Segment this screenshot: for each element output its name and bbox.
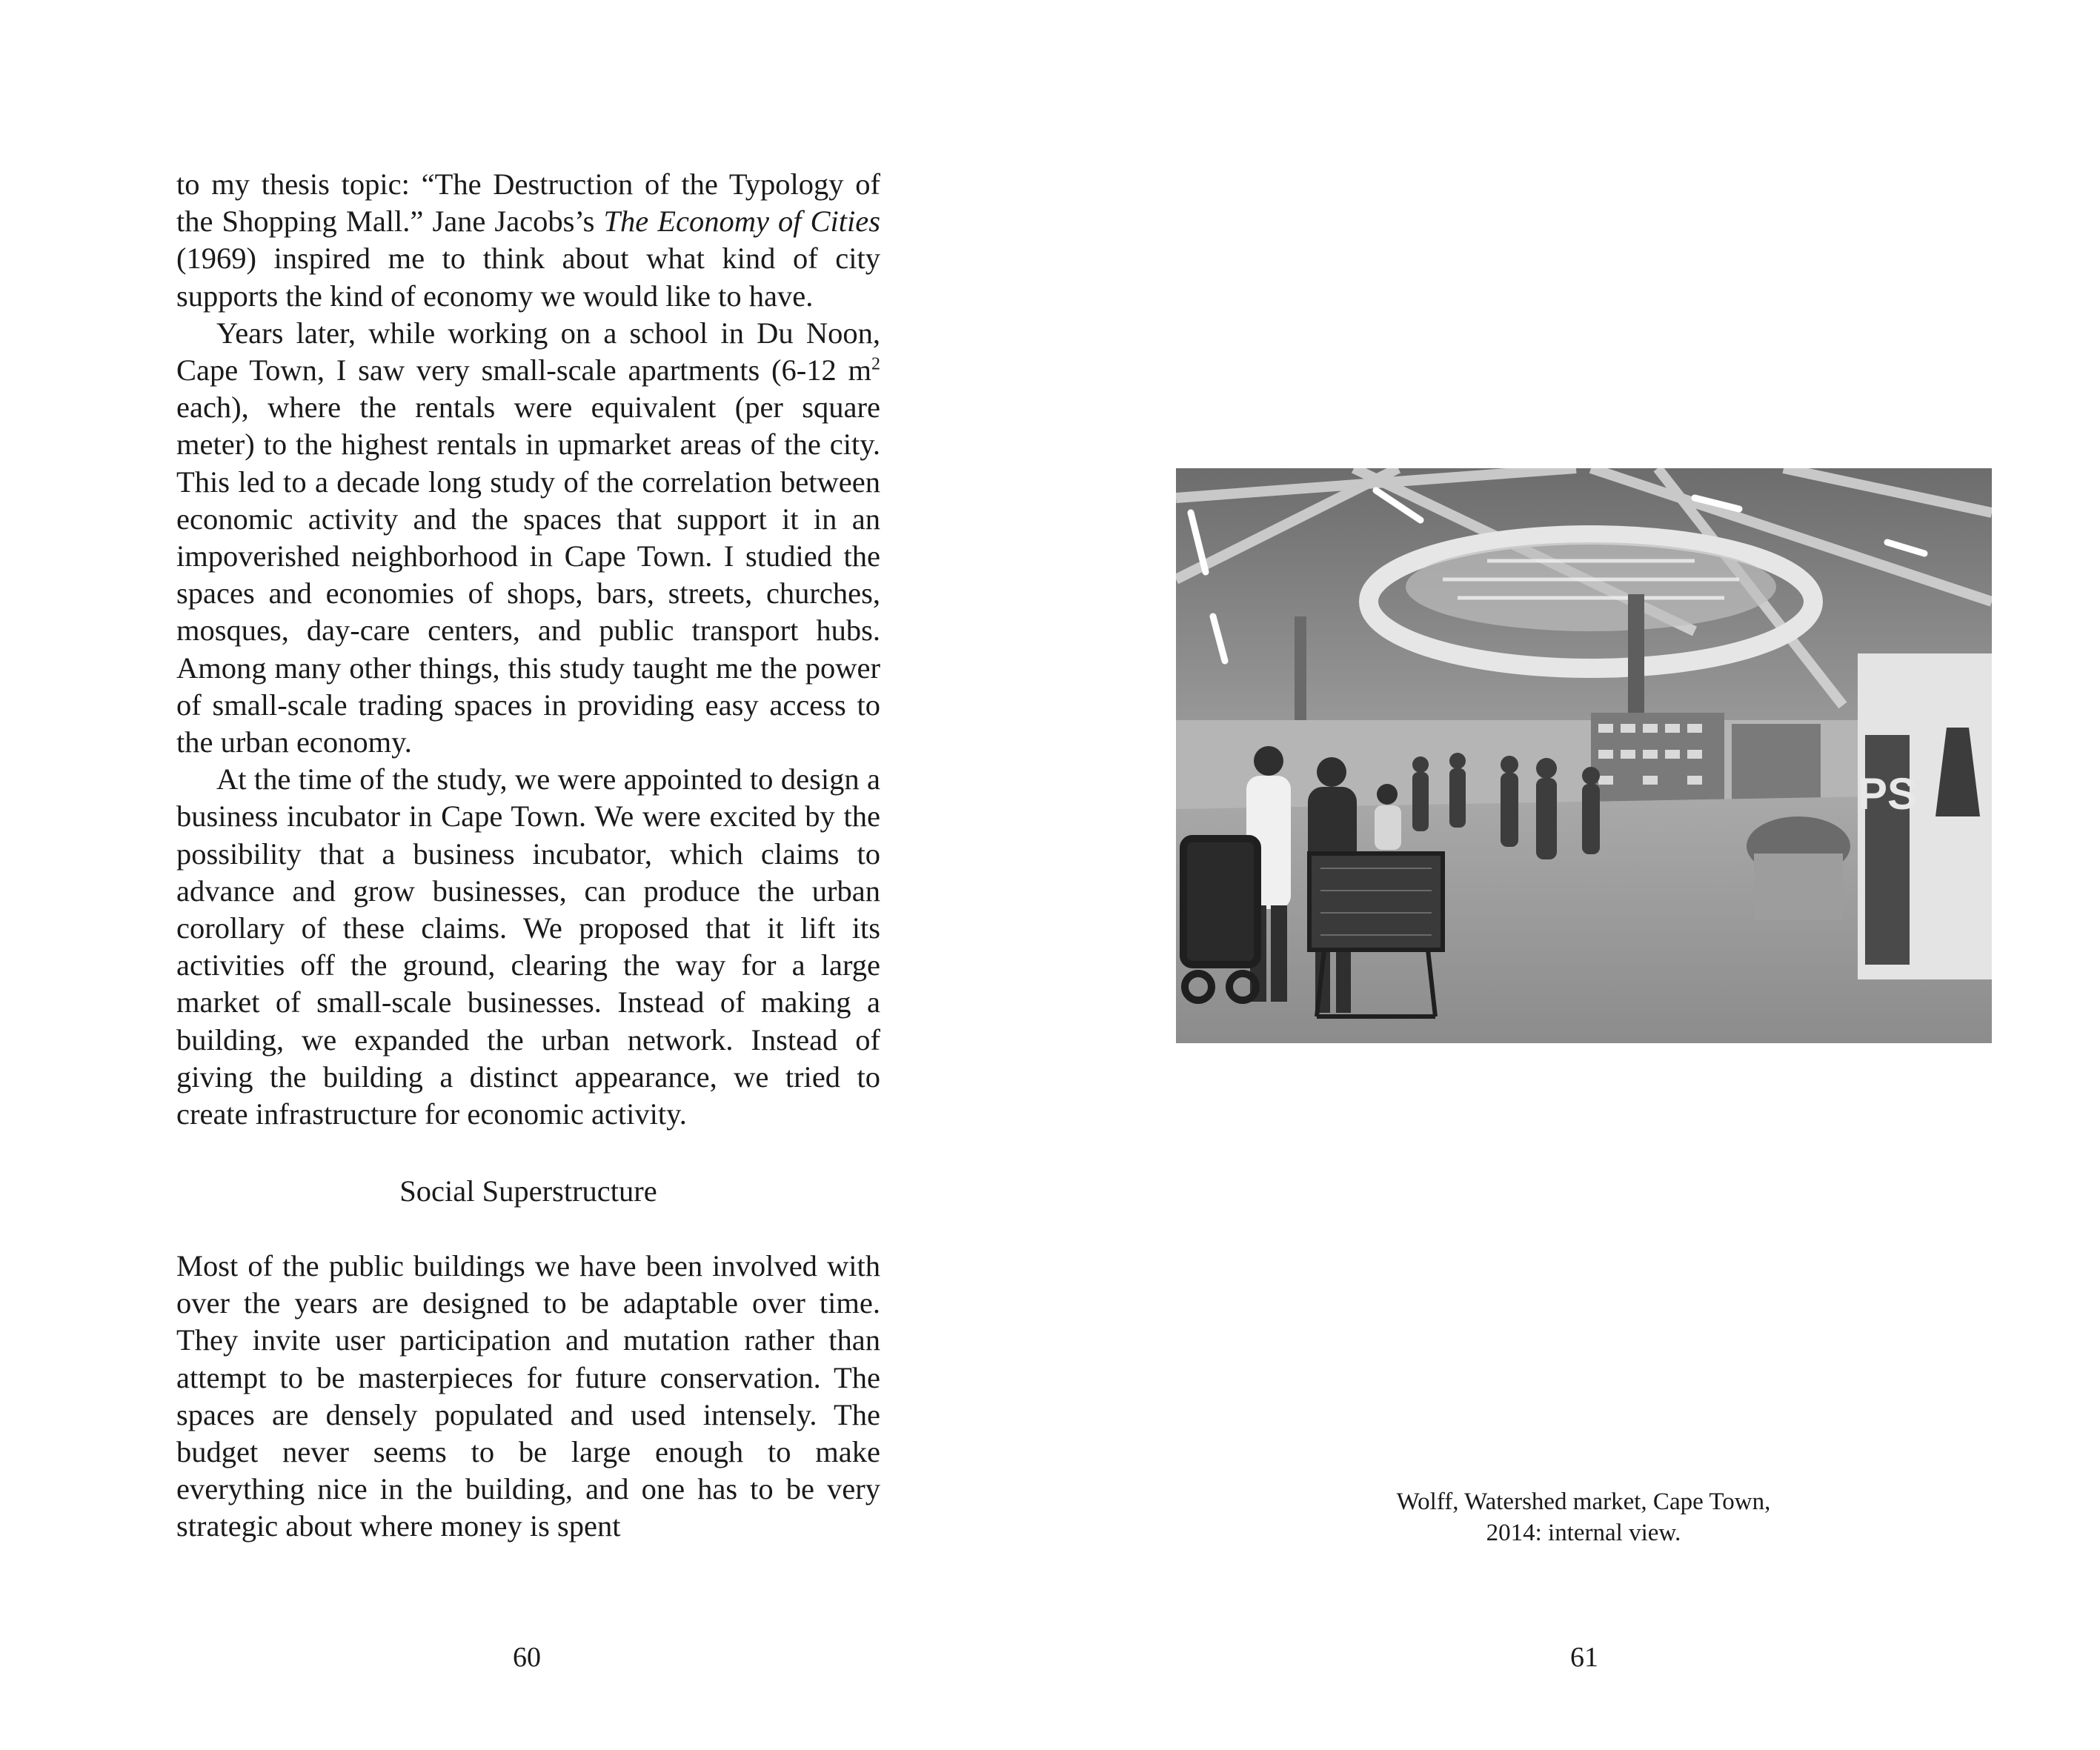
paragraph-1-text-a: to my thesis topic: “The Destruction of the Typology of the Shopping Mall.” Jane Jacobs’s <box>176 167 880 239</box>
body-text-bottom <box>176 1248 880 1546</box>
page-number-left: 60 <box>513 1642 541 1673</box>
paragraph-2 <box>176 315 880 761</box>
caption-line-2: 2014: internal view. <box>1486 1520 1681 1546</box>
paragraph-3: At the time of the study, we were appointed to design a business incubator in Cape Town. We were excited by the possibility that a business incubator, which claims to advance and grow businesses, can produce the urban corollary of these claims. We proposed that it lift its activities off the ground, clearing the way for a large market of small-scale businesses. Instead of making a building, we expanded the urban network. Instead of giving the building a distinct appearance, we tried to create infrastructure for economic activity. <box>176 762 880 1131</box>
page-number-right: 61 <box>1570 1642 1598 1673</box>
photo-signage: PS <box>1857 769 1918 819</box>
market-photo <box>1176 468 1992 1043</box>
paragraph-2-text-b: each), where the rentals were equivalent (per square meter) to the highest rentals in upmarket areas of the city. This led to a decade long study of the correlation between economic activity and the spaces that support it in an impoverished neighborhood in Cape Town. I studied the spaces and economies of shops, bars, streets, churches, mosques, day-care centers, and public transport hubs. Among many other things, this study taught me the power of small-scale trading spaces in providing easy access to the urban economy. <box>176 390 880 759</box>
section-heading: Social Superstructure <box>399 1174 657 1208</box>
right-page <box>1050 0 2100 1750</box>
paragraph-4: Most of the public buildings we have been involved with over the years are designed to be adaptable over time. They invite user participation and mutation rather than attempt to be masterpieces for future conservation. The spaces are densely populated and used intensely. The budget never seems to be large enough to make everything nice in the building, and one has to be very strategic about where money is spent <box>176 1249 880 1543</box>
market-photo-illustration <box>1176 468 1992 1043</box>
caption-line-1: Wolff, Watershed market, Cape Town, <box>1396 1488 1771 1515</box>
paragraph-2-text-a: Years later, while working on a school in Du Noon, Cape Town, I saw very small-scale apartments (6-12 m <box>176 316 880 387</box>
paragraph-1-text-b: (1969) inspired me to think about what kind of city supports the kind of economy we would like to have. <box>176 242 880 313</box>
photo-caption <box>1139 1486 2028 1548</box>
book-title: The Economy of Cities <box>603 204 880 239</box>
paragraph-1 <box>176 166 880 315</box>
body-text-top <box>176 166 880 1133</box>
superscript-2: 2 <box>871 354 880 374</box>
